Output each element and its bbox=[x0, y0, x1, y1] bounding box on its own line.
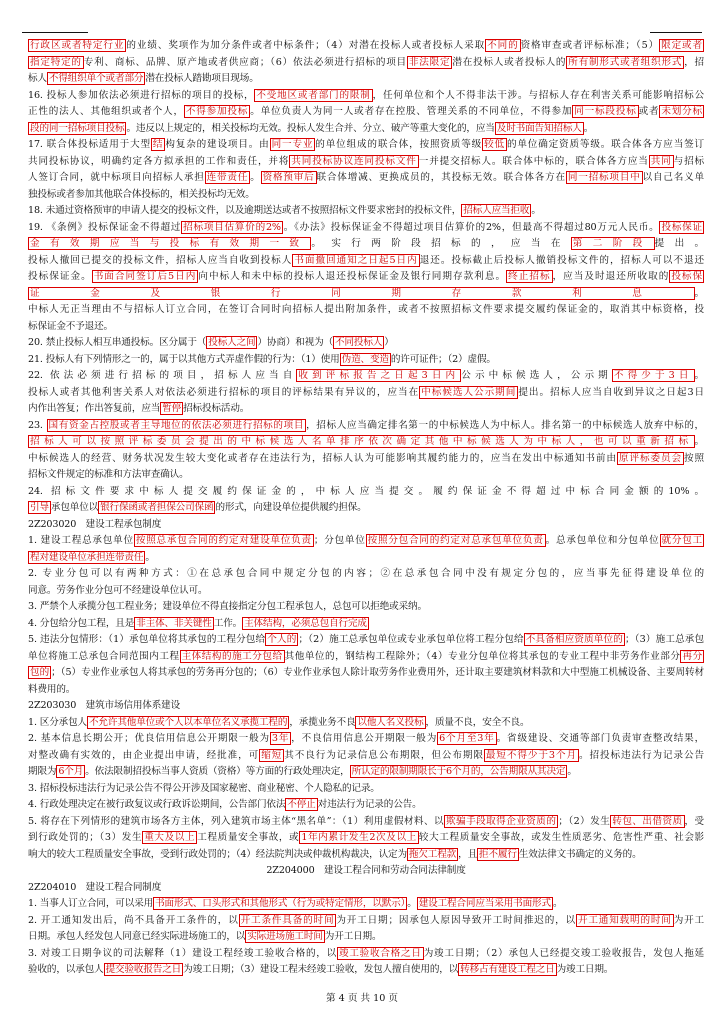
text-line bbox=[28, 929, 704, 946]
text-segment: 公示中标候选人，公示期 bbox=[461, 370, 612, 381]
text-segment: ，招标人应当确定排名第一的中标候选人为中标人。排名第一的中标候选人放弃中标的， bbox=[306, 419, 704, 431]
text-segment: 其他单位的，钢结构工程除外；（4）专业分包单位将其承包的专业工程中非劳务作业部分 bbox=[284, 650, 681, 662]
text-segment: 标保证金不予退还。 bbox=[28, 320, 113, 332]
text-line bbox=[28, 880, 704, 897]
text-line bbox=[28, 566, 704, 583]
highlight-box: 指定特定的 bbox=[30, 56, 82, 68]
highlight-box: 转包、出借资质 bbox=[612, 815, 683, 827]
highlight-box: 按照总承包合同的约定对建设单位负责 bbox=[135, 535, 312, 546]
text-segment: 。违反以上规定的，相关投标均无效。投标人发生合并、分立、破产等重大变化的，应当 bbox=[126, 122, 495, 134]
text-line bbox=[28, 715, 704, 732]
highlight-box: 最短不得少于3个月 bbox=[485, 749, 577, 761]
text-segment: 向中标人和未中标的投标人退还投标保证金及银行同期存款利息。 bbox=[198, 271, 507, 282]
text-line bbox=[28, 863, 704, 880]
text-line bbox=[28, 913, 704, 930]
highlight-box: 书面撤回通知之日起5日内 bbox=[294, 254, 418, 266]
text-line bbox=[28, 764, 704, 781]
text-segment: 提出。 bbox=[654, 238, 704, 249]
text-line bbox=[28, 220, 704, 237]
page-footer: 第 4 页 共 10 页 bbox=[326, 993, 398, 1004]
highlight-box: 及时书面告知招标人 bbox=[496, 122, 582, 134]
text-line bbox=[28, 814, 704, 831]
text-segment: 中标人无正当理由不与招标人订立合同，在签订合同时向招标人提出附加条件，或者不按照招标文件要求提交履约保证金的，取消其中标资格，投 bbox=[28, 304, 704, 315]
text-line bbox=[28, 583, 704, 600]
text-line bbox=[28, 698, 704, 715]
highlight-box: 未划分标 bbox=[661, 106, 703, 117]
highlight-box: 国有资金占控股或者主导地位的依法必须进行招标的项目 bbox=[48, 419, 305, 431]
highlight-box: 程对建设单位承担连带责任 bbox=[30, 551, 144, 563]
text-line bbox=[28, 467, 704, 484]
highlight-box: 缩短 bbox=[261, 749, 283, 761]
highlight-box: 较低 bbox=[484, 139, 505, 150]
text-segment: 共同投标协议，明确约定各方拟承担的工作和责任，并将 bbox=[28, 155, 290, 167]
text-segment: 内作出答复；作出答复前，应当 bbox=[28, 403, 161, 414]
text-line bbox=[28, 104, 704, 121]
highlight-box: 就分包工 bbox=[661, 535, 703, 546]
text-segment: 联合体增减、更换成员的，其投标无效。联合体各方在 bbox=[316, 172, 566, 183]
highlight-box: 转移占有建设工程之日 bbox=[460, 964, 555, 975]
text-segment: 。省级建设、交通等部门负责审查整改结果， bbox=[496, 733, 705, 744]
text-segment: 。《办法》投标保证金不得超过项目估算价的2%，但最高不得超过80万元人民币。 bbox=[282, 221, 660, 233]
highlight-box: 招标人可以按照评标委员会提出的中标候选人名单排序依次确定其他中标候选人为中标人，也可以重新招标 bbox=[30, 436, 693, 447]
text-segment: 潜在投标人或者投标人的 bbox=[452, 56, 567, 68]
text-segment: 2. 开工通知发出后，尚不具备开工条件的，以 bbox=[28, 914, 239, 926]
highlight-box: 拖欠工程款 bbox=[408, 848, 457, 860]
text-segment: 单位将施工总承包合同范围内工程 bbox=[28, 650, 180, 662]
text-segment: 的单位确定资质等级。联合体各方应当签订 bbox=[506, 139, 705, 150]
text-segment: ，不良信用信息公开期限一般为 bbox=[291, 733, 438, 744]
text-line bbox=[28, 550, 704, 567]
document-body bbox=[28, 38, 704, 979]
highlight-box: 不允许其他单位或个人以本单位名义承揽工程的 bbox=[88, 716, 288, 728]
text-segment: 。 bbox=[531, 205, 541, 216]
text-segment: 潜在投标人踏勘项目现场。 bbox=[145, 73, 259, 84]
text-line bbox=[28, 71, 704, 88]
text-segment: ；分包单位 bbox=[313, 535, 366, 546]
text-segment: 5. 违法分包情形：（1）承包单位将其承包的工程分包给 bbox=[28, 634, 266, 645]
text-segment: 4. 分包给分包工程，且是 bbox=[28, 617, 135, 629]
text-segment: 投标人撤回已提交的投标文件，招标人应当自收到投标人 bbox=[28, 254, 293, 266]
text-segment: 20. 禁止投标人相互串通投标。区分属于（ bbox=[28, 337, 207, 348]
text-segment: 为竣工日期；（2）承包人已经提交竣工验收报告，发包人拖延 bbox=[423, 947, 704, 959]
highlight-box: 同一标段投标 bbox=[574, 106, 637, 117]
text-segment: 。 bbox=[407, 898, 417, 909]
highlight-box: 不得组织单个或者部分 bbox=[48, 73, 144, 84]
highlight-box: 资格预审后 bbox=[262, 172, 315, 183]
text-segment: 资格审查或者评标标准；（5） bbox=[520, 40, 660, 51]
highlight-box: 限定或者 bbox=[661, 40, 702, 51]
text-segment: 与招标 bbox=[673, 155, 704, 167]
highlight-box: 连带责任 bbox=[206, 172, 249, 183]
text-line bbox=[28, 896, 704, 913]
text-segment: 。 bbox=[250, 172, 261, 183]
text-line bbox=[28, 781, 704, 798]
text-segment: 为竣工日期；（3）建设工程未经竣工验收，发包人擅自使用的，以 bbox=[183, 964, 459, 975]
text-segment: 。单位负责人为同一人或者存在控股、管理关系的不同单位，不得参加 bbox=[250, 106, 573, 117]
text-segment: 1. 当事人订立合同，可以采用 bbox=[28, 898, 154, 909]
text-line bbox=[28, 434, 704, 451]
highlight-box: 书面形式、口头形式和其他形式（行为或特定情形，以默示） bbox=[155, 898, 406, 909]
text-segment: 专利、商标、品牌、原产地或者供应商；（6）依法必须进行招标的项目 bbox=[83, 56, 407, 68]
highlight-box: 收到评标报告之日起3日内 bbox=[298, 370, 460, 381]
text-line bbox=[28, 335, 704, 352]
highlight-box: 主体结构，必须总包自行完成 bbox=[244, 617, 367, 629]
text-line bbox=[28, 731, 704, 748]
highlight-box: 同一招标项目中 bbox=[567, 172, 641, 183]
text-line bbox=[28, 154, 704, 171]
highlight-box: 开工通知载明的时间 bbox=[577, 914, 672, 926]
highlight-box: 书面合同签订后5日内 bbox=[93, 271, 197, 282]
text-line bbox=[28, 500, 704, 517]
highlight-box: 中标候选人公示期间 bbox=[421, 386, 517, 398]
text-segment: 5. 将存在下列情形的建筑市场各方主体，列入建筑市场主体“黑名单”：（1）利用虚假材料、以 bbox=[28, 815, 445, 827]
text-line bbox=[28, 352, 704, 369]
text-segment: ，承揽业务不良 bbox=[289, 716, 356, 728]
text-line bbox=[28, 962, 704, 979]
text-segment: 提出。招标人应当自收到异议之日起3日 bbox=[518, 386, 705, 398]
text-segment: 。 bbox=[567, 766, 577, 777]
text-line bbox=[28, 517, 704, 534]
text-line bbox=[28, 847, 704, 864]
highlight-box: 非法限定 bbox=[408, 56, 451, 68]
text-segment: 17. 联合体投标适用于大型 bbox=[28, 139, 151, 150]
text-segment: 承包单位以 bbox=[50, 502, 99, 513]
text-segment: 。招投标违法行为记录公告 bbox=[578, 749, 705, 761]
text-line bbox=[28, 748, 704, 765]
text-line bbox=[28, 616, 704, 633]
text-segment: 招标文件规定的标准和方法审查确认。 bbox=[28, 469, 189, 480]
highlight-box: 重大及以上 bbox=[144, 832, 196, 843]
highlight-box: 主体结构的施工分包给 bbox=[181, 650, 283, 662]
text-segment: 响大的较大工程质量安全事故，受到行政处罚的；（4）经法院判决或仲裁机构裁决，认定为 bbox=[28, 848, 407, 860]
highlight-box: 包的 bbox=[30, 667, 50, 678]
text-line bbox=[28, 236, 704, 253]
highlight-box: 不同的 bbox=[487, 40, 519, 51]
highlight-box: 不同投标人 bbox=[335, 337, 383, 348]
highlight-box: 共同 bbox=[650, 155, 672, 167]
text-line bbox=[28, 665, 704, 698]
text-line bbox=[28, 418, 704, 435]
text-segment: 工作。 bbox=[213, 617, 243, 629]
highlight-box: 投标保 bbox=[671, 271, 702, 282]
highlight-box: 所有制形式或者组织形式 bbox=[568, 56, 683, 68]
highlight-box: 不具备相应资质单位的 bbox=[525, 634, 623, 645]
text-segment: 同意。劳务作业分包可不经建设单位认可。 bbox=[28, 584, 208, 596]
text-segment: 为竣工日期。 bbox=[556, 964, 614, 975]
highlight-box: 3年 bbox=[271, 733, 290, 744]
highlight-box: 行政区或者特定行业 bbox=[30, 40, 125, 51]
text-segment: 较大工程质量安全事故，或发生性质恶劣、危害性严重、社会影 bbox=[418, 832, 704, 843]
text-segment: ；（3）施工总承包 bbox=[624, 634, 704, 645]
text-segment: 2. 专业分包可以有两种方式：①在总承包合同中规定分包的内容；②在总承包合同中没有规定分包的，应当事先征得建设单位的 bbox=[28, 568, 704, 579]
text-line bbox=[28, 302, 704, 319]
text-line bbox=[28, 599, 704, 616]
highlight-box: 共同投标协议连同投标文件 bbox=[291, 155, 417, 167]
text-line bbox=[28, 533, 704, 550]
highlight-box: 银行保函或者担保公司保函 bbox=[100, 502, 214, 513]
highlight-box: 6个月至3年 bbox=[439, 733, 495, 744]
highlight-box: 原评标委员会 bbox=[618, 452, 683, 464]
text-line bbox=[28, 253, 704, 270]
text-segment: 24. 招标文件要求中标人提交履约保证金的，中标人应当提交。履约保证金不得超过中标合同金额的10%。 bbox=[28, 485, 704, 497]
text-segment: 22. 依法必须进行招标的项目，招标人应当自 bbox=[28, 370, 297, 381]
text-segment: 3. 招标投标违法行为记录公告不得公开涉及国家秘密、商业秘密、个人隐私的记录。 bbox=[28, 782, 380, 794]
highlight-box: 6个月 bbox=[58, 766, 84, 777]
text-segment: ，且 bbox=[458, 848, 478, 860]
text-segment: 对整改确有实效的，由企业提出申请，经批准，可 bbox=[28, 749, 260, 761]
text-segment: 的许可证件；（2）虚假。 bbox=[390, 353, 496, 365]
text-line bbox=[28, 649, 704, 666]
text-line bbox=[28, 368, 704, 385]
highlight-box: 再分 bbox=[682, 650, 703, 662]
highlight-box: 不停止 bbox=[287, 799, 316, 810]
highlight-box: 开工条件具备的时间 bbox=[240, 914, 335, 926]
text-segment: 2Z204010 建设工程合同制度 bbox=[28, 881, 162, 893]
highlight-box: 第二阶段 bbox=[572, 238, 653, 249]
text-segment: 16. 投标人参加依法必须进行招标的项目的投标， bbox=[28, 89, 255, 101]
highlight-box: 投标人之间 bbox=[208, 337, 256, 348]
text-segment: 独投标或者参加其他联合体投标的，相关投标均无效。 bbox=[28, 188, 255, 200]
highlight-box: 建设工程合同应当采用书面形式 bbox=[418, 898, 551, 909]
text-line bbox=[28, 797, 704, 814]
highlight-box: 以他人名义投标 bbox=[357, 716, 424, 728]
text-segment: 1. 建设工程总承包单位 bbox=[28, 535, 134, 546]
text-segment: 日期。承包人经发包人同意已经实际进场施工的，以 bbox=[28, 931, 246, 942]
highlight-box: 引导 bbox=[30, 502, 49, 513]
text-line bbox=[28, 269, 704, 286]
text-segment: ，应当及时退还所收取的 bbox=[552, 271, 670, 282]
highlight-box: 投标保证 bbox=[661, 221, 702, 233]
text-segment: 3. 对竣工日期争议的司法解释（1）建设工程经竣工验收合格的，以 bbox=[28, 947, 337, 959]
highlight-box: 暂停 bbox=[162, 403, 182, 414]
text-segment: 到行政处罚的；（3）发生 bbox=[28, 832, 143, 843]
highlight-box: 段的同一招标项目投标 bbox=[30, 122, 125, 134]
text-line bbox=[28, 484, 704, 501]
text-segment: 或者 bbox=[638, 106, 660, 117]
highlight-box: 1年内累计发生2次及以上 bbox=[301, 832, 417, 843]
text-line bbox=[28, 88, 704, 105]
highlight-box: 终止招标 bbox=[508, 271, 551, 282]
text-segment: ）协商）和视为（ bbox=[257, 337, 334, 348]
highlight-box: 所认定的限制期限长于6个月的，公告期限从其决定 bbox=[351, 766, 566, 777]
text-line bbox=[28, 319, 704, 336]
text-segment: 23. bbox=[28, 419, 47, 431]
text-segment: 按照 bbox=[684, 452, 704, 464]
text-segment: ；（2）发生 bbox=[558, 815, 611, 827]
highlight-box: 欺骗手段取得企业资质的 bbox=[446, 815, 557, 827]
text-segment: 为开工日期。 bbox=[324, 931, 382, 942]
text-segment: 2. 基本信息长期公开；优良信用信息公开期限一般为 bbox=[28, 733, 270, 744]
text-segment: ） bbox=[384, 337, 394, 348]
text-segment: 1. 区分承包人 bbox=[28, 716, 87, 728]
text-segment: 18. 未通过资格预审的申请人提交的投标文件，以及逾期送达或者不按照招标文件要求密封的投标文件， bbox=[28, 205, 462, 216]
text-segment: 19. 《条例》投标保证金不得超过 bbox=[28, 221, 182, 233]
text-line bbox=[28, 137, 704, 154]
highlight-box: 证金及银行同期存款利息 bbox=[30, 287, 693, 299]
text-segment: 投标人或者其他利害关系人对依法必须进行招标的项目的评标结果有异议的，应当在 bbox=[28, 386, 420, 398]
highlight-box: 结 bbox=[152, 139, 164, 150]
text-segment: 21. 投标人有下列情形之一的，属于以其他方式弄虚作假的行为：（1）使用 bbox=[28, 353, 340, 365]
text-segment: ，任何单位和个人不得非法干涉。与招标人存在利害关系可能影响招标公 bbox=[372, 89, 704, 101]
text-segment: 投标保证金。 bbox=[28, 271, 92, 282]
header-rule-left bbox=[22, 32, 88, 33]
text-segment: 为开工 bbox=[673, 914, 704, 926]
text-segment: 对违法行为记录的公告。 bbox=[317, 799, 422, 810]
text-line bbox=[28, 286, 704, 303]
text-line bbox=[28, 830, 704, 847]
highlight-box: 不得参加投标 bbox=[185, 106, 249, 117]
text-segment: ，受 bbox=[684, 815, 704, 827]
highlight-box: 招标项目估算价的2% bbox=[183, 221, 281, 233]
text-line bbox=[28, 451, 704, 468]
text-line bbox=[28, 385, 704, 402]
highlight-box: 按照分包合同的约定对总承包单位负责 bbox=[367, 535, 544, 546]
text-segment: 退还。投标截止后投标人撤销投标文件的，招标人可以不退还 bbox=[419, 254, 705, 266]
text-segment: 生效法律文书确定的义务的。 bbox=[518, 848, 642, 860]
text-line bbox=[28, 946, 704, 963]
text-segment: 验收的，以承包人 bbox=[28, 964, 104, 975]
text-line bbox=[28, 121, 704, 138]
text-segment: 。实行两阶段招标的，应当在 bbox=[311, 238, 571, 249]
highlight-box: 实际进场施工时间 bbox=[247, 931, 323, 942]
highlight-box: 金有效期应当与投标有效期一致 bbox=[30, 238, 310, 249]
highlight-box: 不受地区或者部门的限制 bbox=[256, 89, 371, 101]
text-line bbox=[28, 55, 704, 72]
text-segment: 2Z203020 建设工程承包制度 bbox=[28, 518, 162, 530]
highlight-box: 不得少于3日 bbox=[613, 370, 693, 381]
text-line bbox=[28, 187, 704, 204]
text-segment: 4. 行政处理决定在被行政复议或行政诉讼期间，公告部门依法 bbox=[28, 799, 286, 810]
text-segment: 3. 严禁个人承揽分包工程业务；建设单位不得直接指定分包工程承包人，总包可以拒绝或采纳。 bbox=[28, 601, 427, 612]
highlight-box: 招标人应当拒收 bbox=[463, 205, 530, 216]
text-segment: 。 bbox=[694, 287, 704, 299]
highlight-box: 同一专业 bbox=[271, 139, 314, 150]
highlight-box: 拒不履行 bbox=[479, 848, 517, 860]
text-segment: 的单位组成的联合体，按照资质等级 bbox=[315, 139, 483, 150]
text-segment: 2Z203030 建筑市场信用体系建设 bbox=[28, 700, 181, 711]
highlight-box: 提交验收报告之日 bbox=[105, 964, 182, 975]
text-line bbox=[28, 38, 704, 55]
text-segment: 工程质量安全事故，或 bbox=[197, 832, 300, 843]
text-segment: 其不良行为记录信息公布期限，但公布期限 bbox=[284, 749, 484, 761]
highlight-box: 伪造、变造 bbox=[341, 353, 389, 365]
text-segment: 期限为 bbox=[28, 766, 57, 777]
header-rule-right bbox=[650, 32, 702, 33]
text-segment: 以自己名义单 bbox=[642, 172, 704, 183]
text-segment: 。 bbox=[694, 370, 704, 381]
text-segment: 2Z204000 建设工程合同和劳动合同法律制度 bbox=[266, 865, 466, 876]
highlight-box: 个人的 bbox=[267, 634, 297, 645]
text-segment: 的业绩、奖项作为加分条件或者中标条件；（4）对潜在投标人或者投标人采取 bbox=[126, 40, 486, 51]
text-segment: 招标投标活动。 bbox=[183, 403, 250, 414]
text-segment: 中标候选人的经营、财务状况发生较大变化或者存在违法行为，招标人认为可能影响其履约能力的，应当在发出中标通知书前由 bbox=[28, 452, 617, 464]
text-segment: ，质量不良，安全不良。 bbox=[425, 716, 530, 728]
text-segment: 标人 bbox=[28, 73, 47, 84]
text-line bbox=[28, 203, 704, 220]
highlight-box: 竣工验收合格之日 bbox=[338, 947, 422, 959]
text-segment: ；（2）施工总承包单位或专业承包单位将工程分包给 bbox=[298, 634, 524, 645]
text-segment: 。总承包单位和分包单位 bbox=[545, 535, 660, 546]
text-line bbox=[28, 170, 704, 187]
text-segment: ；（5）专业作业承包人将其承包的劳务再分包的；（6）专业作业承包人除计取劳务作业费用外，还计取主要建筑材料款和大中型施工机械设备、主要周转材料费用的。 bbox=[28, 667, 705, 695]
text-segment: 为开工日期；因承包人原因导致开工时间推迟的，以 bbox=[336, 914, 576, 926]
text-segment: 正性的法人、其他组织或者个人， bbox=[28, 106, 184, 117]
text-segment: 。 bbox=[583, 122, 594, 134]
text-segment: 一并提交招标人。联合体中标的，联合体各方应当 bbox=[418, 155, 649, 167]
highlight-box: 非主体、非关键性 bbox=[136, 617, 212, 629]
text-segment: 。 bbox=[694, 436, 704, 447]
text-segment: 。依法限制招投标当事人资质（资格）等方面的行政处理决定， bbox=[85, 766, 350, 777]
text-line bbox=[28, 401, 704, 418]
text-segment: 。 bbox=[552, 898, 563, 909]
text-segment: 人签订合同，就中标项目向招标人承担 bbox=[28, 172, 205, 183]
text-segment: ，招 bbox=[684, 56, 705, 68]
text-segment: 。 bbox=[145, 551, 155, 563]
text-line bbox=[28, 632, 704, 649]
text-segment: 的形式，向建设单位提供履约担保。 bbox=[215, 502, 367, 513]
text-segment: 构复杂的建设项目。由 bbox=[165, 139, 270, 150]
